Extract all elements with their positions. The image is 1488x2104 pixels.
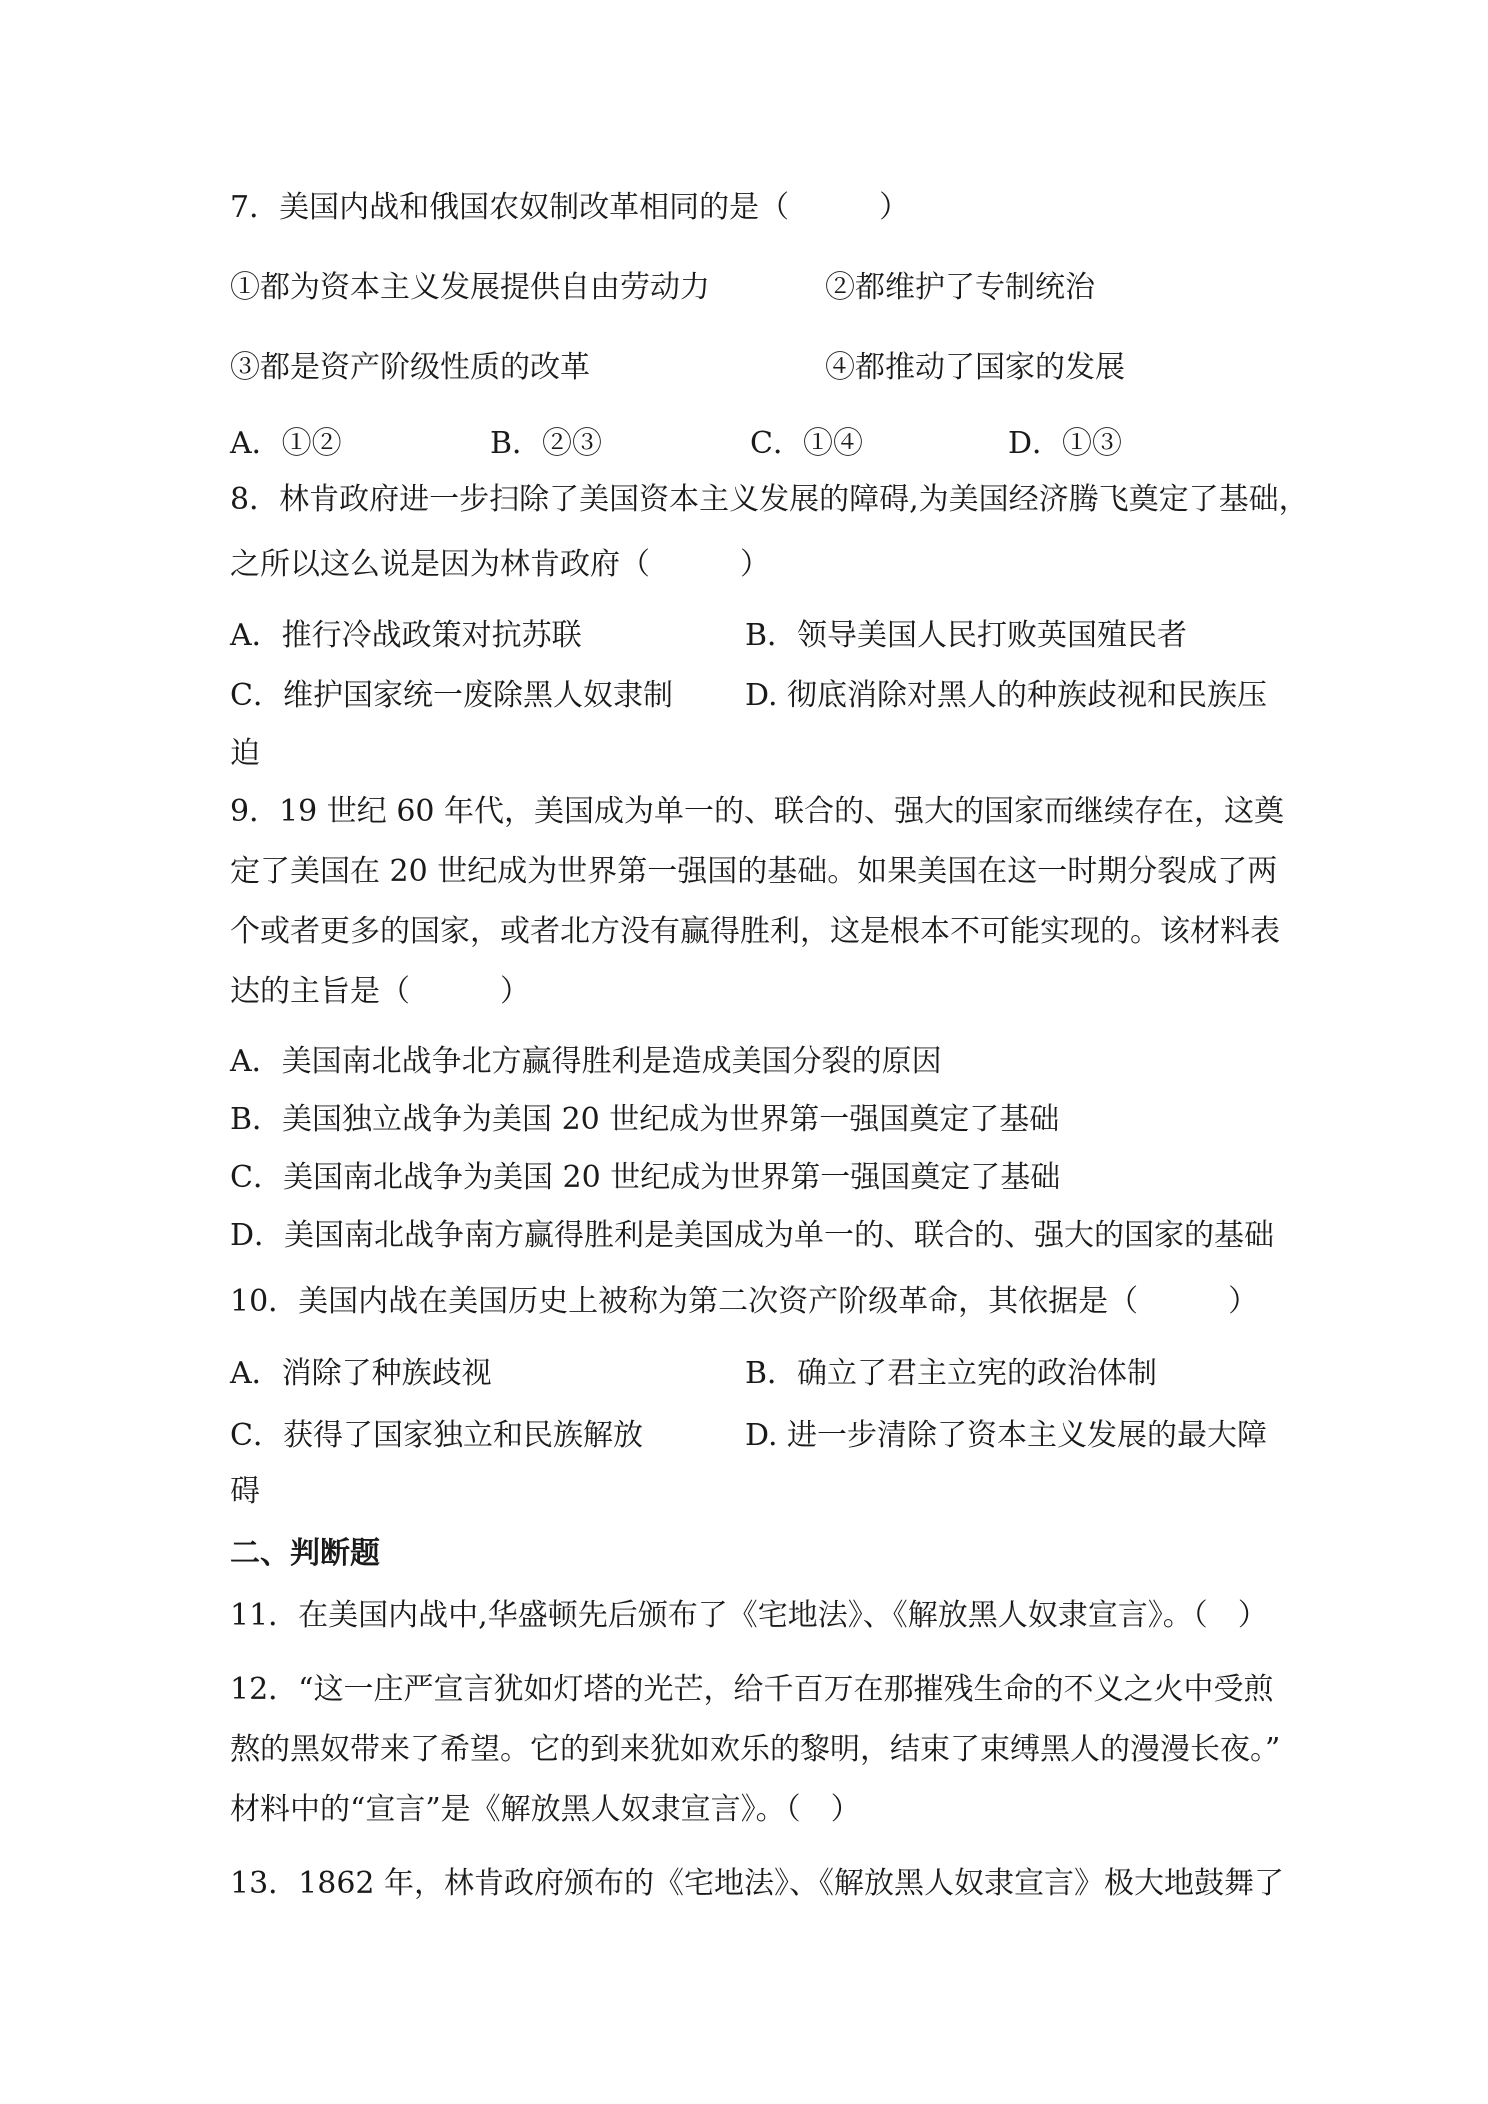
question-12-line-2: 熬的黑奴带来了希望。它的到来犹如欢乐的黎明，结束了束缚黑人的漫漫长夜。”	[230, 1732, 1281, 1767]
question-10-option-d-continued: 碍	[230, 1474, 260, 1509]
question-12-line-3: 材料中的“宣言”是《解放黑人奴隶宣言》。（ ）	[230, 1792, 861, 1827]
question-7-statement-3: ③都是资产阶级性质的改革	[230, 350, 590, 385]
question-9-option-d: D．美国南北战争南方赢得胜利是美国成为单一的、联合的、强大的国家的基础	[230, 1218, 1275, 1253]
section-heading: 二、判断题	[230, 1536, 380, 1571]
question-9-stem-line-1: 9．19 世纪 60 年代，美国成为单一的、联合的、强大的国家而继续存在，这奠	[230, 794, 1285, 829]
question-9-stem-line-3: 个或者更多的国家，或者北方没有赢得胜利，这是根本不可能实现的。该材料表	[230, 914, 1280, 949]
question-10-option-c: C．获得了国家独立和民族解放	[230, 1418, 643, 1453]
question-7-statement-1: ①都为资本主义发展提供自由劳动力	[230, 270, 710, 305]
question-7-statement-4: ④都推动了国家的发展	[825, 350, 1125, 385]
question-10-stem: 10．美国内战在美国历史上被称为第二次资产阶级革命，其依据是（ ）	[230, 1284, 1259, 1319]
question-8-option-c: C．维护国家统一废除黑人奴隶制	[230, 678, 673, 713]
question-8-option-b: B．领导美国人民打败英国殖民者	[745, 618, 1188, 653]
question-9-option-b: B．美国独立战争为美国 20 世纪成为世界第一强国奠定了基础	[230, 1102, 1060, 1137]
question-8-option-a: A．推行冷战政策对抗苏联	[230, 618, 582, 653]
question-10-option-a: A．消除了种族歧视	[230, 1356, 492, 1391]
question-9-option-c: C．美国南北战争为美国 20 世纪成为世界第一强国奠定了基础	[230, 1160, 1061, 1195]
question-12-line-1: 12．“这一庄严宣言犹如灯塔的光芒，给千百万在那摧残生命的不义之火中受煎	[230, 1672, 1274, 1707]
question-7-option-b: B．②③	[490, 426, 603, 461]
question-8-stem-line-2: 之所以这么说是因为林肯政府（ ）	[230, 547, 770, 582]
question-9-stem-line-4: 达的主旨是（ ）	[230, 974, 530, 1009]
question-11: 11．在美国内战中,华盛顿先后颁布了《宅地法》、《解放黑人奴隶宣言》。（ ）	[230, 1598, 1268, 1633]
question-10-option-b: B．确立了君主立宪的政治体制	[745, 1356, 1158, 1391]
question-13-line-1: 13．1862 年，林肯政府颁布的《宅地法》、《解放黑人奴隶宣言》极大地鼓舞了	[230, 1866, 1285, 1901]
question-7-statement-2: ②都维护了专制统治	[825, 270, 1095, 305]
question-7-stem: 7．美国内战和俄国农奴制改革相同的是（ ）	[230, 190, 910, 225]
question-8-stem-line-1: 8．林肯政府进一步扫除了美国资本主义发展的障碍,为美国经济腾飞奠定了基础，	[230, 482, 1309, 517]
question-7-option-c: C．①④	[750, 426, 863, 461]
question-10-option-d: D. 进一步清除了资本主义发展的最大障	[745, 1418, 1268, 1453]
question-9-option-a: A．美国南北战争北方赢得胜利是造成美国分裂的原因	[230, 1044, 942, 1079]
question-8-option-d: D. 彻底消除对黑人的种族歧视和民族压	[745, 678, 1268, 713]
question-8-option-d-continued: 迫	[230, 736, 260, 771]
question-7-option-d: D．①③	[1008, 426, 1123, 461]
question-9-stem-line-2: 定了美国在 20 世纪成为世界第一强国的基础。如果美国在这一时期分裂成了两	[230, 854, 1278, 889]
question-7-option-a: A．①②	[230, 426, 342, 461]
